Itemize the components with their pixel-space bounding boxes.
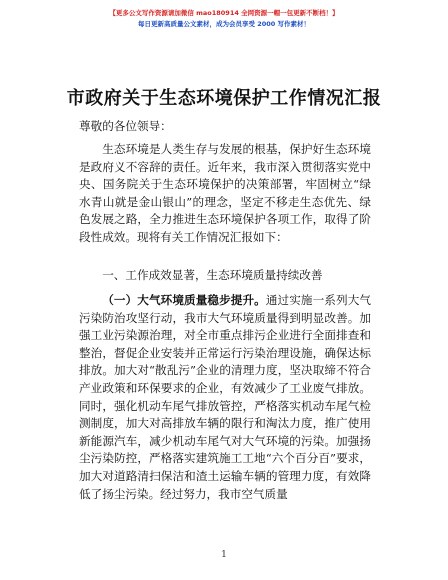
salutation: 尊敬的各位领导： bbox=[79, 119, 172, 133]
section-heading-1: 一、工作成效显著，生态环境质量持续改善 bbox=[102, 268, 323, 282]
intro-paragraph: 生态环境是人类生存与发展的根基，保护好生态环境是政府义不容辞的责任。近年来，我市深入贯彻落实党中央、国务院关于生态环境保护的决策部署，牢固树立“绿水青山就是金山银山”的理念，坚定不移走生态优先、绿色发展之路，全力推进生态环境保护各项工作，取得了阶段性成效。现将有关工作情况汇报如下： bbox=[79, 142, 371, 244]
banner-line-1: 【更多公文写作资源请加微信 mao180914 全网资源一帽一包更新不断档！】 bbox=[109, 9, 339, 17]
subsection-heading: （一）大气环境质量稳步提升。 bbox=[102, 293, 266, 307]
air-quality-paragraph bbox=[79, 292, 371, 503]
banner-line-2: 每日更新高质量公文素材，成为会员享受 2000 写作素材！ bbox=[137, 20, 311, 28]
document-title: 市政府关于生态环境保护工作情况汇报 bbox=[66, 88, 382, 109]
page-number: 1 bbox=[221, 550, 227, 560]
air-quality-text: 通过实施一系列大气污染防治攻坚行动，我市大气环境质量得到明显改善。加强工业污染源治理，对全市重点排污企业进行全面排查和整治，督促企业安装并正常运行污染治理设施，确保达标排放。加大对“散乱污”企业的清理力度，坚决取缔不符合产业政策和环保要求的企业，有效减少了工业废气排放。同时，强化机动车尾气排放管控，严格落实机动车尾气检测制度，加大对高排放车辆的限行和淘汰力度，推广使用新能源汽车，减少机动车尾气对大气环境的污染。加强扬尘污染防控，严格落实建筑施工工地“六个百分百”要求，加大对道路清扫保洁和渣土运输车辆的管理力度，有效降低了扬尘污染。经过努力，我市空气质量 bbox=[79, 293, 371, 501]
promo-banner bbox=[0, 8, 448, 30]
